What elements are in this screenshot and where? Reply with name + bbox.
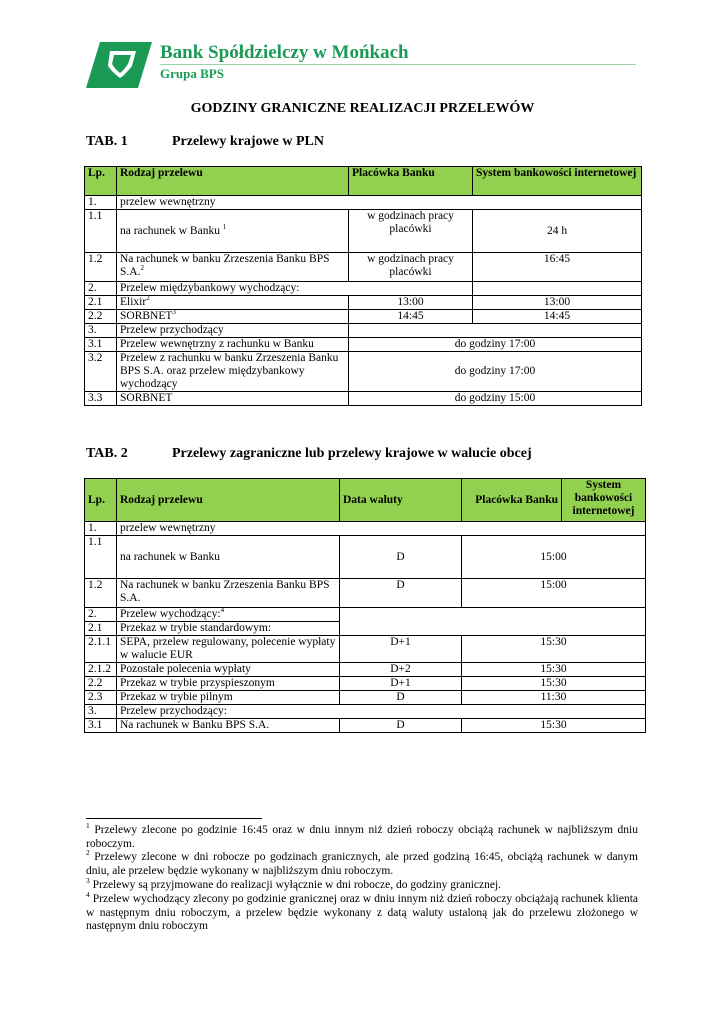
- table-row: [85, 253, 642, 282]
- table-row: [85, 310, 642, 324]
- table-row: [85, 392, 642, 406]
- cell-lp: 2.3: [85, 691, 117, 705]
- cell-type: Przelew wychodzący:$^4$: [117, 608, 340, 622]
- table-row: [85, 352, 642, 392]
- col-header-type: Rodzaj przelewu: [117, 479, 340, 522]
- table-row: [85, 296, 642, 310]
- cell-online: 16:45: [473, 253, 642, 282]
- cell-type: Elixir$^2$: [117, 296, 349, 310]
- table-row: [85, 324, 642, 338]
- table-row: [85, 636, 646, 663]
- table-row: [85, 719, 646, 733]
- footnote-1: $^1$ Przelewy zlecone po godzinie 16:45 oraz w dniu innym niż dzień roboczy obciążą rachunek w najbliższym dniu roboczym.: [86, 821, 638, 850]
- cell-type: Przelew przychodzący: [117, 324, 349, 338]
- footnote-3: $^3$ Przelewy są przyjmowane do realizacji wyłącznie w dni robocze, do godziny granicznej.: [86, 876, 502, 891]
- cell-lp: 1.: [85, 522, 117, 536]
- cell-branch: w godzinach pracy placówki: [349, 253, 473, 282]
- col-header-lp: Lp.: [85, 479, 117, 522]
- table-row: [85, 338, 642, 352]
- cell-lp: 3.3: [85, 392, 117, 406]
- cell-branch: w godzinach pracy placówki: [349, 210, 473, 253]
- cell-type: SORBNET$^3$: [117, 310, 349, 324]
- cell-type: Przekaz w trybie pilnym: [117, 691, 340, 705]
- col-header-lp: Lp.: [85, 167, 117, 196]
- document-title: GODZINY GRANICZNE REALIZACJI PRZELEWÓW: [190, 101, 535, 116]
- col-header-branch: Placówka Banku: [462, 479, 562, 522]
- cell-lp: 1.2: [85, 253, 117, 282]
- cell-type: Pozostałe polecenia wypłaty: [117, 663, 340, 677]
- cell-lp: 3.: [85, 705, 117, 719]
- cell-type: Przekaz w trybie przyspieszonym: [117, 677, 340, 691]
- tab1-number: TAB. 1: [86, 134, 128, 149]
- tab2-number: TAB. 2: [86, 446, 128, 461]
- cell-branch: 14:45: [349, 310, 473, 324]
- cell-date: D: [340, 579, 462, 608]
- cell-type: Przelew z rachunku w banku Zrzeszenia Banku BPS S.A. oraz przelew międzybankowy wychodzący: [117, 352, 349, 392]
- cell-empty: [340, 608, 646, 636]
- cell-date: D: [340, 691, 462, 705]
- cell-online: 14:45: [473, 310, 642, 324]
- table-row: [85, 705, 646, 719]
- cell-both: do godziny 17:00: [349, 352, 642, 392]
- col-header-type: Rodzaj przelewu: [117, 167, 349, 196]
- bank-logo-icon: [86, 42, 152, 88]
- cell-lp: 2.2: [85, 677, 117, 691]
- footnote-4: $^4$ Przelew wychodzący zlecony po godzinie granicznej oraz w dniu innym niż dzień roboczy obciążają rachunek klienta w następnym dniu roboczym, a przelew będzie wykonany z datą waluty ustaloną jak do przelewu złożonego w następnym dniu roboczym: [86, 890, 638, 932]
- cell-type: SEPA, przelew regulowany, polecenie wypłaty w walucie EUR: [117, 636, 340, 663]
- cell-type: na rachunek w Banku: [117, 536, 340, 579]
- col-header-online: System bankowości internetowej: [473, 167, 642, 196]
- tab2-title: Przelewy zagraniczne lub przelewy krajowe w walucie obcej: [172, 446, 532, 461]
- table-row: [85, 536, 646, 579]
- cell-date: D: [340, 536, 462, 579]
- cell-lp: 2.1.1: [85, 636, 117, 663]
- cell-type: Przelew przychodzący:: [117, 705, 646, 719]
- table-row: [85, 677, 646, 691]
- cell-type: na rachunek w Banku $^1$: [117, 210, 349, 253]
- cell-lp: 3.: [85, 324, 117, 338]
- cell-both: do godziny 15:00: [349, 392, 642, 406]
- cell-type: SORBNET: [117, 392, 349, 406]
- cell-type: przelew wewnętrzny: [117, 196, 642, 210]
- cell-both: do godziny 17:00: [349, 338, 642, 352]
- cell-lp: 2.2: [85, 310, 117, 324]
- cell-lp: 1.2: [85, 579, 117, 608]
- table-row: [85, 196, 642, 210]
- cell-empty: [473, 282, 642, 296]
- bank-logo: [86, 42, 152, 88]
- table-row: [85, 210, 642, 253]
- cell-time: 15:30: [462, 663, 646, 677]
- footnote-2: $^2$ Przelewy zlecone w dni robocze po godzinach granicznych, ale przed godziną 16:45, obciążą rachunek w danym dniu, ale przelew będzie wykonany w najbliższym dniu roboczym.: [86, 848, 638, 877]
- cell-lp: 2.1.2: [85, 663, 117, 677]
- table-foreign: [84, 478, 646, 733]
- cell-type: przelew wewnętrzny: [117, 522, 646, 536]
- cell-lp: 2.: [85, 282, 117, 296]
- col-header-online: System bankowości internetowej: [562, 479, 646, 522]
- cell-time: 15:00: [462, 579, 646, 608]
- cell-date: D+2: [340, 663, 462, 677]
- cell-empty: [349, 324, 642, 338]
- table-row: [85, 608, 646, 622]
- cell-lp: 1.1: [85, 536, 117, 579]
- cell-type: Przelew wewnętrzny z rachunku w Banku: [117, 338, 349, 352]
- cell-time: 15:00: [462, 536, 646, 579]
- bank-group: Grupa BPS: [160, 66, 224, 81]
- cell-type: Przekaz w trybie standardowym:: [117, 622, 340, 636]
- cell-online: 13:00: [473, 296, 642, 310]
- table-row: [85, 691, 646, 705]
- table-domestic-pln: [84, 166, 642, 406]
- cell-lp: 1.: [85, 196, 117, 210]
- cell-type: Na rachunek w Banku BPS S.A.: [117, 719, 340, 733]
- cell-branch: 13:00: [349, 296, 473, 310]
- cell-lp: 3.1: [85, 338, 117, 352]
- cell-time: 11:30: [462, 691, 646, 705]
- cell-lp: 3.2: [85, 352, 117, 392]
- cell-time: 15:30: [462, 719, 646, 733]
- cell-lp: 2.1: [85, 622, 117, 636]
- cell-date: D: [340, 719, 462, 733]
- table-row: [85, 282, 642, 296]
- tab1-title: Przelewy krajowe w PLN: [172, 134, 325, 149]
- cell-lp: 2.: [85, 608, 117, 622]
- cell-time: 15:30: [462, 636, 646, 663]
- table-row: [85, 663, 646, 677]
- cell-time: 15:30: [462, 677, 646, 691]
- cell-date: D+1: [340, 677, 462, 691]
- cell-date: D+1: [340, 636, 462, 663]
- cell-lp: 1.1: [85, 210, 117, 253]
- cell-type: Na rachunek w banku Zrzeszenia Banku BPS S.A.: [117, 579, 340, 608]
- col-header-branch: Placówka Banku: [349, 167, 473, 196]
- footnote-separator: [86, 818, 262, 819]
- cell-lp: 3.1: [85, 719, 117, 733]
- header-divider: [160, 64, 636, 65]
- table-row: [85, 579, 646, 608]
- cell-type: Przelew międzybankowy wychodzący:: [117, 282, 473, 296]
- table-row: [85, 522, 646, 536]
- cell-lp: 2.1: [85, 296, 117, 310]
- bank-name: Bank Spółdzielczy w Mońkach: [160, 42, 409, 63]
- col-header-date: Data waluty: [340, 479, 462, 522]
- cell-online: 24 h: [473, 210, 642, 253]
- cell-type: Na rachunek w banku Zrzeszenia Banku BPS S.A.$^2$: [117, 253, 349, 282]
